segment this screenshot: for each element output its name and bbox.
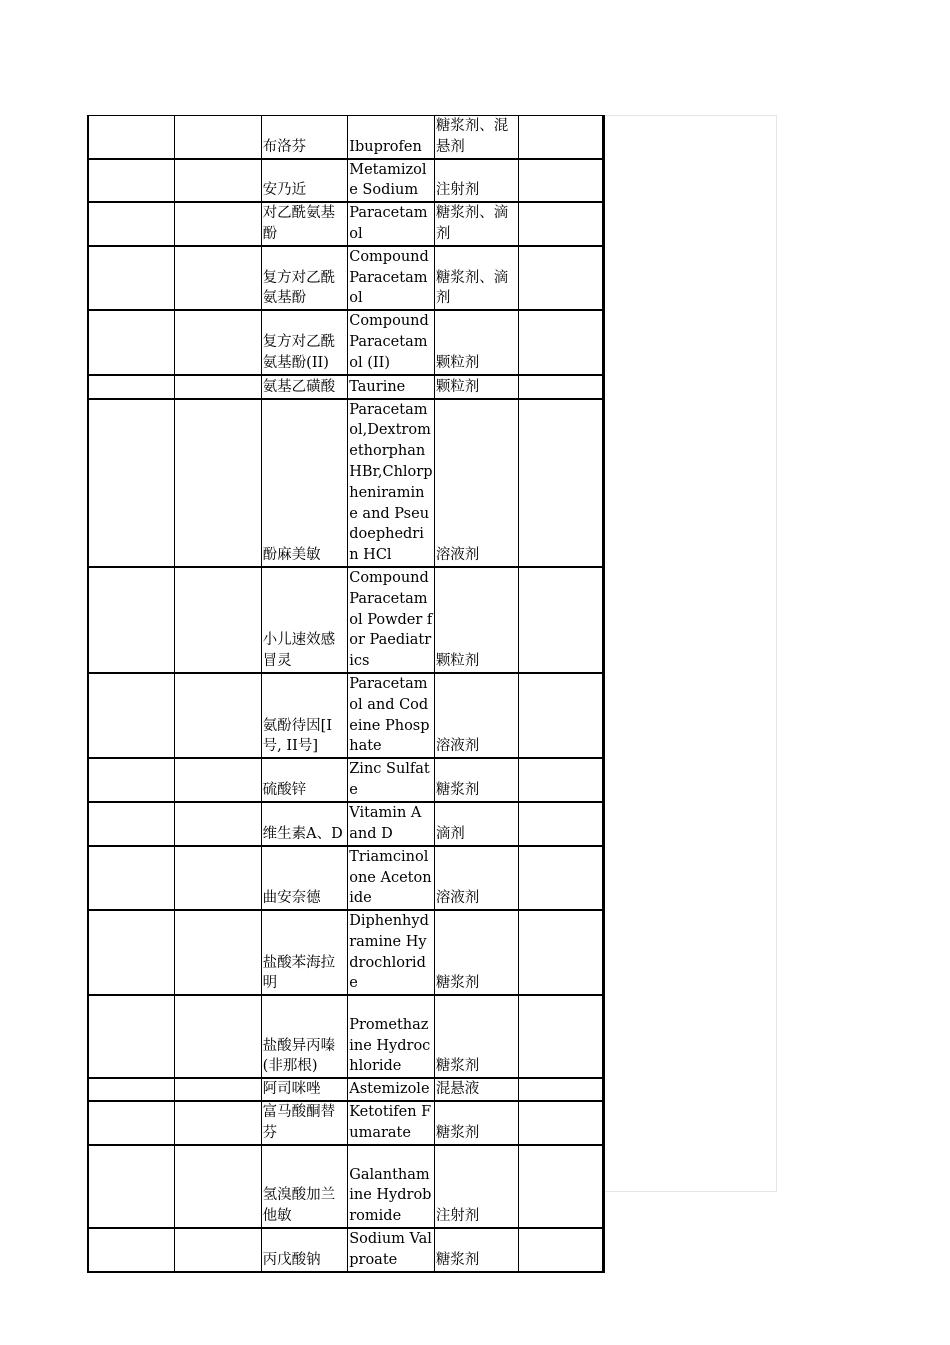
table-row [88,1228,604,1272]
table-row [88,567,604,673]
dosage-form-cell: 注射剂 [434,159,519,203]
empty-cell [88,375,175,399]
dosage-form-cell: 颗粒剂 [434,375,519,399]
chinese-name-cell: 酚麻美敏 [261,399,348,567]
dosage-form-cell: 糖浆剂、滴剂 [434,202,519,246]
table-row [88,246,604,310]
english-name-cell: Ibuprofen [348,116,435,159]
chinese-name-cell: 盐酸异丙嗪(非那根) [261,995,348,1078]
empty-cell [88,246,175,310]
table-row [88,846,604,910]
dosage-form-cell: 糖浆剂、滴剂 [434,246,519,310]
dosage-form-cell: 糖浆剂 [434,1101,519,1145]
empty-cell [88,1078,175,1101]
dosage-form-cell: 颗粒剂 [434,567,519,673]
empty-cell [175,673,262,758]
table-row [88,202,604,246]
chinese-name-cell: 小儿速效感冒灵 [261,567,348,673]
empty-cell [88,1228,175,1272]
empty-cell [175,202,262,246]
english-name-cell: Paracetamol and Codeine Phosphate [348,673,435,758]
english-name-cell: Zinc Sulfate [348,758,435,802]
english-name-cell: Compound Paracetamol [348,246,435,310]
empty-cell [519,1078,604,1101]
dosage-form-cell: 溶液剂 [434,399,519,567]
chinese-name-cell: 盐酸苯海拉明 [261,910,348,995]
english-name-cell: Promethazine Hydrochloride [348,995,435,1078]
english-name-cell: Paracetamol,Dextromethorphan HBr,Chlorpheniramine and Pseudoephedrin HCl [348,399,435,567]
drug-table-body [88,116,604,1272]
empty-cell [88,802,175,846]
empty-cell [88,399,175,567]
empty-cell [88,758,175,802]
table-row [88,673,604,758]
empty-cell [88,310,175,374]
empty-cell [519,673,604,758]
empty-cell [175,159,262,203]
dosage-form-cell: 糖浆剂 [434,910,519,995]
empty-cell [519,758,604,802]
english-name-cell: Taurine [348,375,435,399]
dosage-form-cell: 滴剂 [434,802,519,846]
chinese-name-cell: 维生素A、D [261,802,348,846]
english-name-cell: Astemizole [348,1078,435,1101]
table-row [88,159,604,203]
empty-cell [88,673,175,758]
english-name-cell: Sodium Valproate [348,1228,435,1272]
empty-cell [519,399,604,567]
empty-cell [519,116,604,159]
empty-cell [175,758,262,802]
drug-table [87,115,605,1273]
chinese-name-cell: 氢溴酸加兰他敏 [261,1145,348,1228]
english-name-cell: Compound Paracetamol (II) [348,310,435,374]
empty-cell [88,1145,175,1228]
empty-cell [519,375,604,399]
empty-cell [88,202,175,246]
dosage-form-cell: 溶液剂 [434,846,519,910]
english-name-cell: Vitamin A and D [348,802,435,846]
chinese-name-cell: 复方对乙酰氨基酚(II) [261,310,348,374]
empty-cell [175,1101,262,1145]
table-row [88,758,604,802]
dosage-form-cell: 混悬液 [434,1078,519,1101]
chinese-name-cell: 氨基乙磺酸 [261,375,348,399]
chinese-name-cell: 安乃近 [261,159,348,203]
english-name-cell: Ketotifen Fumarate [348,1101,435,1145]
chinese-name-cell: 氨酚待因[I号, II号] [261,673,348,758]
chinese-name-cell: 曲安奈德 [261,846,348,910]
empty-cell [88,567,175,673]
dosage-form-cell: 溶液剂 [434,673,519,758]
empty-cell [519,1145,604,1228]
chinese-name-cell: 硫酸锌 [261,758,348,802]
empty-cell [519,1228,604,1272]
english-name-cell: Diphenhydramine Hydrochloride [348,910,435,995]
empty-cell [175,1228,262,1272]
table-row [88,399,604,567]
empty-cell [175,246,262,310]
table-row [88,1145,604,1228]
empty-cell [175,995,262,1078]
empty-cell [88,846,175,910]
empty-cell [175,375,262,399]
empty-cell [519,1101,604,1145]
empty-cell [519,310,604,374]
empty-cell [519,567,604,673]
empty-cell [88,159,175,203]
dosage-form-cell: 注射剂 [434,1145,519,1228]
chinese-name-cell: 布洛芬 [261,116,348,159]
empty-cell [519,910,604,995]
empty-cell [175,1145,262,1228]
empty-cell [519,846,604,910]
empty-cell [175,399,262,567]
table-row [88,116,604,159]
english-name-cell: Galanthamine Hydrobromide [348,1145,435,1228]
table-row [88,1101,604,1145]
empty-cell [88,116,175,159]
table-row [88,995,604,1078]
english-name-cell: Compound Paracetamol Powder for Paediatrics [348,567,435,673]
dosage-form-cell: 颗粒剂 [434,310,519,374]
empty-cell [175,802,262,846]
chinese-name-cell: 复方对乙酰氨基酚 [261,246,348,310]
table-row [88,1078,604,1101]
empty-cell [175,1078,262,1101]
english-name-cell: Triamcinolone Acetonide [348,846,435,910]
dosage-form-cell: 糖浆剂 [434,995,519,1078]
table-row [88,310,604,374]
empty-cell [175,910,262,995]
chinese-name-cell: 阿司咪唑 [261,1078,348,1101]
empty-cell [519,802,604,846]
english-name-cell: Paracetamol [348,202,435,246]
empty-cell [175,567,262,673]
empty-cell [88,995,175,1078]
empty-cell [175,310,262,374]
empty-cell [175,846,262,910]
empty-cell [88,1101,175,1145]
empty-cell [519,246,604,310]
empty-cell [88,910,175,995]
chinese-name-cell: 富马酸酮替芬 [261,1101,348,1145]
dosage-form-cell: 糖浆剂 [434,1228,519,1272]
chinese-name-cell: 对乙酰氨基酚 [261,202,348,246]
english-name-cell: Metamizole Sodium [348,159,435,203]
dosage-form-cell: 糖浆剂、混悬剂 [434,116,519,159]
table-row [88,802,604,846]
page-frame [605,115,777,1192]
empty-cell [519,202,604,246]
empty-cell [519,159,604,203]
chinese-name-cell: 丙戊酸钠 [261,1228,348,1272]
table-row [88,375,604,399]
table-row [88,910,604,995]
dosage-form-cell: 糖浆剂 [434,758,519,802]
empty-cell [175,116,262,159]
empty-cell [519,995,604,1078]
